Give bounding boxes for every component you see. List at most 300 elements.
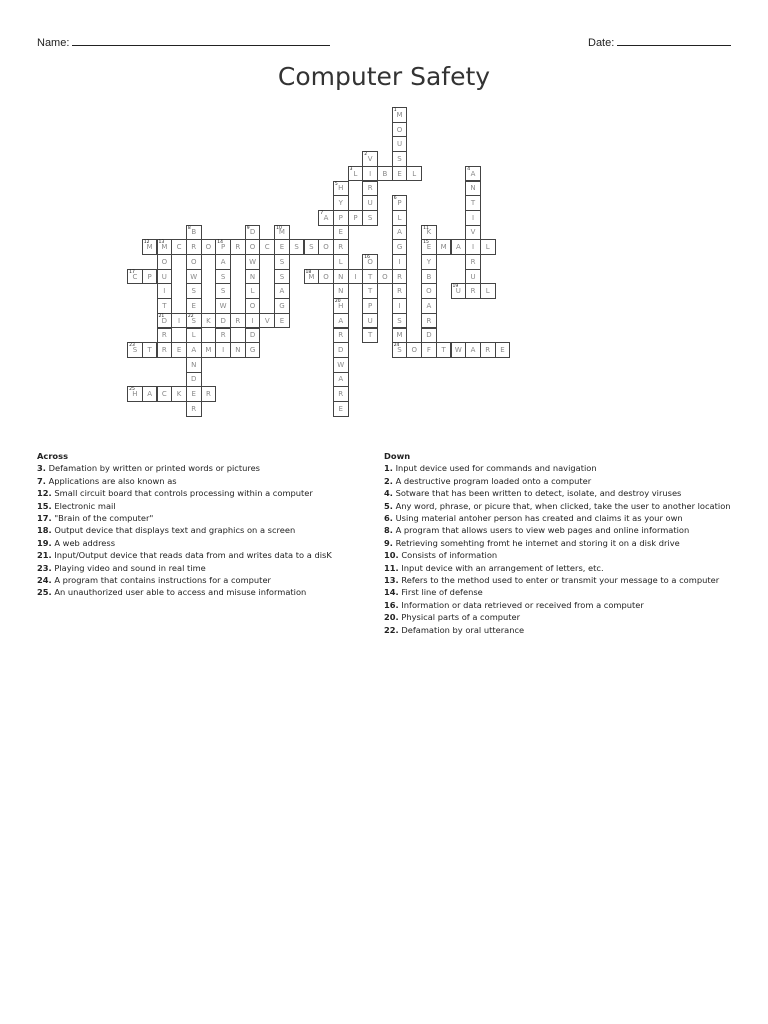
grid-cell[interactable] — [245, 298, 261, 314]
clue-num: 4. — [384, 488, 393, 499]
cell-letter: U — [367, 199, 373, 208]
grid-cell[interactable] — [465, 239, 481, 255]
cell-letter: I — [177, 316, 181, 325]
clue-number: 25 — [129, 387, 135, 393]
cell-letter: W — [337, 360, 345, 369]
clue-number: 8 — [187, 225, 191, 231]
across-clue — [37, 562, 372, 574]
clue-num: 15. — [37, 500, 52, 511]
cell-letter: W — [249, 257, 256, 266]
clue-number: 17 — [129, 269, 135, 275]
grid-cell[interactable] — [333, 195, 349, 211]
grid-cell[interactable] — [392, 298, 408, 314]
grid-cell[interactable] — [333, 254, 349, 270]
grid-cell[interactable] — [333, 328, 349, 344]
down-clue — [384, 500, 734, 512]
grid-cell[interactable] — [333, 225, 349, 241]
cell-letter: O — [190, 257, 197, 266]
clue-text: Consists of information — [398, 550, 498, 561]
grid-cell[interactable] — [495, 342, 511, 358]
grid-cell[interactable] — [465, 254, 481, 270]
grid-cell[interactable] — [186, 298, 202, 314]
grid-cell[interactable] — [362, 313, 378, 329]
cell-letter: D — [220, 316, 226, 325]
cell-letter: M — [396, 110, 403, 119]
grid-cell[interactable] — [451, 283, 467, 299]
grid-cell[interactable] — [201, 342, 217, 358]
cell-letter: H — [338, 301, 344, 310]
cell-letter: O — [426, 287, 432, 296]
grid-cell[interactable] — [465, 181, 481, 197]
cell-letter: L — [485, 287, 490, 296]
grid-cell[interactable] — [333, 239, 349, 255]
cell-letter: S — [309, 243, 314, 252]
grid-cell[interactable] — [362, 328, 378, 344]
grid-cell[interactable] — [333, 210, 349, 226]
grid-cell[interactable] — [157, 313, 173, 329]
clue-text: Defamation by oral utterance — [398, 624, 525, 635]
grid-cell[interactable] — [362, 210, 378, 226]
grid-cell[interactable] — [274, 239, 290, 255]
down-clue — [384, 487, 734, 499]
grid-cell[interactable] — [274, 269, 290, 285]
grid-cell[interactable] — [465, 166, 481, 182]
cell-letter: S — [294, 243, 299, 252]
grid-cell[interactable] — [333, 401, 349, 417]
cell-letter: E — [397, 169, 402, 178]
grid-cell[interactable] — [333, 342, 349, 358]
grid-cell[interactable] — [245, 225, 261, 241]
grid-cell[interactable] — [259, 239, 275, 255]
clue-text: Information or data retrieved or received from a computer — [398, 599, 644, 610]
grid-cell[interactable] — [274, 298, 290, 314]
grid-cell[interactable] — [274, 225, 290, 241]
grid-cell[interactable] — [157, 269, 173, 285]
grid-cell[interactable] — [142, 269, 158, 285]
clue-number: 24 — [393, 343, 400, 349]
grid-cell[interactable] — [245, 283, 261, 299]
cell-letter: E — [279, 316, 285, 325]
grid-cell[interactable] — [436, 342, 452, 358]
cell-letter: R — [338, 331, 344, 340]
cell-letter: R — [367, 184, 373, 193]
cell-letter: C — [264, 243, 270, 252]
grid-cell[interactable] — [171, 239, 187, 255]
grid-cell[interactable] — [392, 122, 408, 138]
grid-cell[interactable] — [318, 210, 334, 226]
grid-cell[interactable] — [127, 269, 143, 285]
grid-cell[interactable] — [392, 151, 408, 167]
cell-letter: R — [206, 390, 211, 399]
grid-cell[interactable] — [215, 313, 231, 329]
across-clue — [37, 475, 372, 487]
cell-letter: D — [249, 331, 256, 340]
grid-cell[interactable] — [465, 195, 481, 211]
clue-number: 22 — [187, 313, 194, 319]
cell-letter: T — [470, 199, 476, 208]
down-clues — [384, 450, 734, 636]
clue-text: Playing video and sound in real time — [51, 562, 206, 573]
grid-cell[interactable] — [421, 283, 437, 299]
grid-cell[interactable] — [186, 283, 202, 299]
clue-num: 24. — [37, 575, 52, 586]
clue-number: 23 — [129, 343, 135, 349]
clue-num: 19. — [37, 537, 52, 548]
cell-letter: M — [278, 228, 285, 237]
grid-cell[interactable] — [392, 269, 408, 285]
grid-cell[interactable] — [142, 342, 158, 358]
cell-letter: L — [338, 257, 343, 266]
grid-cell[interactable] — [362, 151, 378, 167]
grid-cell[interactable] — [333, 181, 349, 197]
clue-num: 7. — [37, 475, 46, 486]
clue-number: 2 — [364, 152, 368, 158]
grid-cell[interactable] — [392, 328, 408, 344]
clue-number: 10 — [276, 225, 282, 231]
down-clue — [384, 586, 734, 598]
cell-letter: N — [338, 272, 344, 281]
cell-letter: A — [191, 346, 197, 355]
grid-cell[interactable] — [245, 269, 261, 285]
grid-cell[interactable] — [230, 313, 246, 329]
cell-letter: D — [249, 228, 256, 237]
cell-letter: D — [338, 346, 344, 355]
grid-cell[interactable] — [421, 342, 437, 358]
grid-cell[interactable] — [465, 269, 481, 285]
cell-letter: C — [161, 390, 167, 399]
across-heading: Across — [37, 451, 69, 461]
across-clue — [37, 462, 372, 474]
across-clues — [37, 450, 372, 599]
cell-letter: L — [353, 169, 358, 178]
grid-cell[interactable] — [157, 254, 173, 270]
cell-letter: G — [396, 243, 403, 252]
crossword-grid — [0, 0, 768, 450]
grid-cell[interactable] — [215, 283, 231, 299]
grid-cell[interactable] — [230, 239, 246, 255]
grid-cell[interactable] — [186, 328, 202, 344]
cell-letter: S — [279, 257, 285, 266]
grid-cell[interactable] — [465, 210, 481, 226]
cell-letter: B — [382, 169, 388, 178]
clue-num: 16. — [384, 599, 399, 610]
grid-cell[interactable] — [392, 195, 408, 211]
grid-cell[interactable] — [480, 239, 496, 255]
grid-cell[interactable] — [274, 283, 290, 299]
down-clue — [384, 462, 734, 474]
clue-text: A web address — [51, 537, 116, 548]
clue-num: 18. — [37, 525, 52, 536]
cell-letter: O — [249, 243, 256, 252]
cell-letter: I — [398, 301, 401, 310]
clue-text: A destructive program loaded onto a computer — [392, 475, 592, 486]
clue-num: 25. — [37, 587, 52, 598]
grid-cell[interactable] — [333, 386, 349, 402]
grid-cell[interactable] — [377, 269, 393, 285]
grid-cell[interactable] — [421, 225, 437, 241]
clue-num: 20. — [384, 612, 399, 623]
cell-letter: H — [338, 184, 344, 193]
cell-letter: M — [440, 243, 447, 252]
clue-number: 16 — [364, 255, 371, 260]
grid-cell[interactable] — [348, 166, 364, 182]
clue-number: 19 — [452, 284, 459, 290]
grid-cell[interactable] — [392, 107, 408, 123]
grid-cell[interactable] — [392, 254, 408, 270]
grid-cell[interactable] — [186, 342, 202, 358]
grid-cell[interactable] — [421, 298, 437, 314]
grid-cell[interactable] — [157, 342, 173, 358]
grid-cell[interactable] — [201, 313, 217, 329]
grid-cell[interactable] — [406, 342, 422, 358]
grid-cell[interactable] — [480, 283, 496, 299]
cell-letter: V — [470, 228, 476, 237]
clue-text: Applications are also known as — [45, 475, 177, 486]
cell-letter: D — [161, 316, 168, 325]
cell-letter: I — [398, 257, 401, 266]
clue-number: 11 — [423, 225, 429, 231]
cell-letter: W — [219, 301, 227, 310]
cell-letter: R — [191, 404, 197, 413]
cell-letter: K — [206, 316, 211, 325]
grid-cell[interactable] — [362, 269, 378, 285]
cell-letter: B — [191, 228, 197, 237]
clue-num: 10. — [384, 550, 399, 561]
cell-letter: O — [367, 257, 373, 266]
grid-cell[interactable] — [392, 225, 408, 241]
cell-letter: M — [205, 346, 212, 355]
grid-cell[interactable] — [186, 313, 202, 329]
grid-cell[interactable] — [421, 239, 437, 255]
grid-cell[interactable] — [392, 283, 408, 299]
cell-letter: S — [279, 272, 285, 281]
clue-number: 18 — [305, 269, 312, 275]
grid-cell[interactable] — [157, 386, 173, 402]
grid-cell[interactable] — [362, 166, 378, 182]
grid-cell[interactable] — [127, 386, 143, 402]
cell-letter: O — [161, 257, 168, 266]
clue-text: Physical parts of a computer — [398, 612, 521, 623]
grid-cell[interactable] — [333, 269, 349, 285]
cell-letter: N — [191, 360, 197, 369]
grid-cell[interactable] — [186, 225, 202, 241]
clue-text: Sotware that has been written to detect, isolate, and destroy viruses — [392, 488, 682, 499]
across-clue — [37, 549, 372, 561]
grid-cell[interactable] — [245, 254, 261, 270]
grid-cell[interactable] — [362, 298, 378, 314]
grid-cell[interactable] — [362, 254, 378, 270]
grid-cell[interactable] — [421, 254, 437, 270]
grid-cell[interactable] — [333, 298, 349, 314]
grid-cell[interactable] — [451, 342, 467, 358]
grid-cell[interactable] — [186, 254, 202, 270]
grid-cell[interactable] — [245, 239, 261, 255]
cell-letter: W — [190, 272, 198, 281]
down-clue — [384, 599, 734, 611]
grid-cell[interactable] — [127, 342, 143, 358]
grid-cell[interactable] — [333, 283, 349, 299]
grid-cell[interactable] — [362, 195, 378, 211]
cell-letter: H — [132, 390, 138, 399]
grid-cell[interactable] — [333, 313, 349, 329]
grid-cell[interactable] — [333, 357, 349, 373]
clue-text: Retrieving somehting fromt he internet and storing it on a disk drive — [392, 537, 680, 548]
cell-letter: P — [397, 199, 402, 208]
grid-cell[interactable] — [362, 181, 378, 197]
cell-letter: Y — [338, 199, 343, 208]
grid-cell[interactable] — [304, 239, 320, 255]
across-clue — [37, 512, 372, 524]
grid-cell[interactable] — [465, 283, 481, 299]
grid-cell[interactable] — [362, 283, 378, 299]
grid-cell[interactable] — [318, 239, 334, 255]
cell-letter: L — [191, 331, 196, 340]
cell-letter: A — [397, 228, 402, 237]
cell-letter: R — [338, 243, 344, 252]
down-clue — [384, 475, 734, 487]
grid-cell[interactable] — [274, 254, 290, 270]
cell-letter: O — [382, 272, 388, 281]
grid-cell[interactable] — [392, 342, 408, 358]
clue-num: 12. — [37, 488, 52, 499]
cell-letter: I — [471, 243, 475, 252]
grid-cell[interactable] — [377, 166, 393, 182]
grid-cell[interactable] — [201, 239, 217, 255]
cell-letter: R — [161, 346, 167, 355]
grid-cell[interactable] — [186, 357, 202, 373]
grid-cell[interactable] — [465, 225, 481, 241]
clue-number: 3 — [349, 166, 353, 172]
grid-cell[interactable] — [215, 239, 231, 255]
grid-cell[interactable] — [421, 269, 437, 285]
grid-cell[interactable] — [392, 136, 408, 152]
grid-cell[interactable] — [230, 342, 246, 358]
grid-cell[interactable] — [259, 313, 275, 329]
grid-cell[interactable] — [436, 239, 452, 255]
grid-cell[interactable] — [245, 313, 261, 329]
grid-cell[interactable] — [215, 298, 231, 314]
cell-letter: V — [264, 316, 270, 325]
clue-number: 12 — [143, 240, 150, 246]
cell-letter: F — [426, 346, 431, 355]
grid-cell[interactable] — [304, 269, 320, 285]
down-clue — [384, 549, 734, 561]
clue-text: Using material antoher person has created and claims it as your own — [392, 513, 683, 524]
cell-letter: E — [426, 243, 432, 252]
cell-letter: S — [397, 316, 402, 325]
cell-letter: K — [426, 228, 432, 237]
grid-cell[interactable] — [465, 342, 481, 358]
grid-cell[interactable] — [186, 401, 202, 417]
clue-text: Electronic mail — [51, 500, 116, 511]
cell-letter: P — [147, 272, 152, 281]
clue-number: 14 — [217, 240, 224, 246]
grid-cell[interactable] — [348, 210, 364, 226]
grid-cell[interactable] — [215, 269, 231, 285]
grid-cell[interactable] — [245, 342, 261, 358]
across-clue — [37, 586, 372, 598]
cell-letter: P — [221, 243, 226, 252]
grid-cell[interactable] — [201, 386, 217, 402]
cell-letter: O — [323, 243, 329, 252]
grid-cell[interactable] — [392, 210, 408, 226]
grid-cell[interactable] — [333, 372, 349, 388]
cell-letter: R — [220, 331, 226, 340]
down-clue — [384, 512, 734, 524]
grid-cell[interactable] — [392, 166, 408, 182]
grid-cell[interactable] — [157, 239, 173, 255]
cell-letter: O — [396, 125, 403, 134]
grid-cell[interactable] — [157, 283, 173, 299]
cell-letter: R — [397, 287, 402, 296]
grid-cell[interactable] — [142, 386, 158, 402]
grid-cell[interactable] — [392, 239, 408, 255]
clue-num: 1. — [384, 463, 393, 474]
cell-letter: N — [338, 287, 344, 296]
grid-cell[interactable] — [215, 254, 231, 270]
cell-letter: O — [323, 272, 329, 281]
grid-cell[interactable] — [186, 372, 202, 388]
grid-cell[interactable] — [289, 239, 305, 255]
cell-letter: L — [485, 243, 490, 252]
name-label: Name: — [37, 37, 70, 49]
cell-letter: V — [367, 154, 373, 163]
grid-cell[interactable] — [318, 269, 334, 285]
grid-cell[interactable] — [157, 328, 173, 344]
grid-cell[interactable] — [348, 269, 364, 285]
grid-cell[interactable] — [451, 239, 467, 255]
clue-number: 13 — [158, 240, 165, 246]
cell-letter: O — [411, 346, 417, 355]
across-clue — [37, 500, 372, 512]
cell-letter: A — [323, 213, 329, 222]
grid-cell[interactable] — [186, 239, 202, 255]
cell-letter: G — [279, 301, 285, 310]
cell-letter: E — [191, 390, 196, 399]
grid-cell[interactable] — [392, 313, 408, 329]
grid-cell[interactable] — [171, 386, 187, 402]
cell-letter: T — [162, 301, 167, 310]
grid-cell[interactable] — [157, 298, 173, 314]
cell-letter: N — [235, 346, 241, 355]
grid-cell[interactable] — [171, 342, 187, 358]
clue-text: Small circuit board that controls processing within a computer — [51, 488, 313, 499]
cell-letter: L — [250, 287, 255, 296]
cell-letter: N — [470, 184, 476, 193]
grid-cell[interactable] — [421, 313, 437, 329]
cell-letter: I — [222, 346, 225, 355]
grid-cell[interactable] — [274, 313, 290, 329]
grid-cell[interactable] — [171, 313, 187, 329]
clue-number: 15 — [423, 240, 429, 246]
cell-letter: T — [147, 346, 152, 355]
clue-number: 4 — [467, 166, 471, 172]
clue-number: 20 — [334, 299, 341, 305]
cell-letter: R — [397, 272, 402, 281]
grid-cell[interactable] — [186, 386, 202, 402]
cell-letter: E — [191, 301, 196, 310]
grid-cell[interactable] — [215, 328, 231, 344]
grid-cell[interactable] — [480, 342, 496, 358]
grid-cell[interactable] — [421, 328, 437, 344]
grid-cell[interactable] — [142, 239, 158, 255]
cell-letter: S — [220, 272, 226, 281]
grid-cell[interactable] — [406, 166, 422, 182]
grid-cell[interactable] — [215, 342, 231, 358]
clue-text: A program that contains instructions for a computer — [51, 575, 271, 586]
grid-cell[interactable] — [245, 328, 261, 344]
grid-cell[interactable] — [186, 269, 202, 285]
